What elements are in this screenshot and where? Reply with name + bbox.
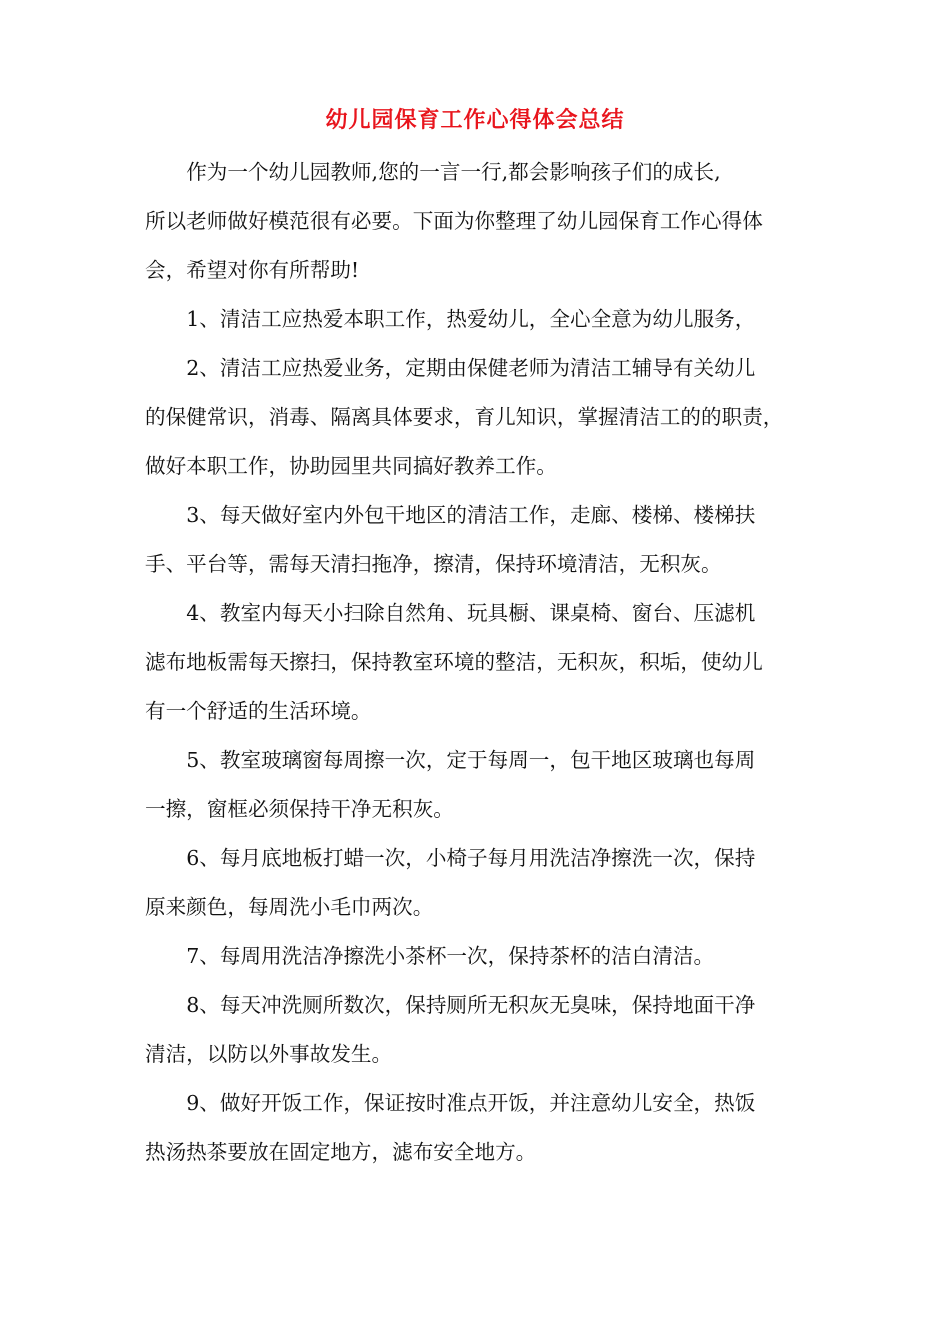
paragraph-item-3 xyxy=(145,491,817,589)
paragraph-item-7 xyxy=(145,932,817,981)
document-body xyxy=(145,148,817,1177)
paragraph-intro xyxy=(145,148,817,295)
paragraph-line: 清洁，以防以外事故发生。 xyxy=(145,1042,393,1066)
paragraph-line: 热汤热茶要放在固定地方，滤布安全地方。 xyxy=(145,1140,537,1164)
paragraph-line: 9、做好开饭工作，保证按时准点开饭，并注意幼儿安全，热饭 xyxy=(186,1091,756,1115)
paragraph-line: 滤布地板需每天擦扫，保持教室环境的整洁，无积灰，积垢，使幼儿 xyxy=(145,650,763,674)
paragraph-line: 有一个舒适的生活环境。 xyxy=(145,699,372,723)
paragraph-line: 原来颜色，每周洗小毛巾两次。 xyxy=(145,895,434,919)
paragraph-line: 所以老师做好模范很有必要。下面为你整理了幼儿园保育工作心得体 xyxy=(145,209,763,233)
paragraph-line: 5、教室玻璃窗每周擦一次，定于每周一，包干地区玻璃也每周 xyxy=(186,748,756,772)
paragraph-line: 做好本职工作，协助园里共同搞好教养工作。 xyxy=(145,454,557,478)
document-title: 幼儿园保育工作心得体会总结 xyxy=(325,107,625,133)
paragraph-line: 4、教室内每天小扫除自然角、玩具橱、课桌椅、窗台、压滤机 xyxy=(186,601,756,625)
paragraph-line: 7、每周用洗洁净擦洗小茶杯一次，保持茶杯的洁白清洁。 xyxy=(186,944,715,968)
paragraph-line: 会，希望对你有所帮助! xyxy=(145,258,360,282)
paragraph-line: 6、每月底地板打蜡一次，小椅子每月用洗洁净擦洗一次，保持 xyxy=(186,846,756,870)
paragraph-item-8 xyxy=(145,981,817,1079)
paragraph-line: 的保健常识，消毒、隔离具体要求，育儿知识，掌握清洁工的的职责， xyxy=(145,405,784,429)
paragraph-line: 2、清洁工应热爱业务，定期由保健老师为清洁工辅导有关幼儿 xyxy=(186,356,756,380)
paragraph-line: 8、每天冲洗厕所数次，保持厕所无积灰无臭味，保持地面干净 xyxy=(186,993,756,1017)
paragraph-item-2 xyxy=(145,344,817,491)
paragraph-line: 一擦，窗框必须保持干净无积灰。 xyxy=(145,797,454,821)
paragraph-line: 手、平台等，需每天清扫拖净，擦清，保持环境清洁，无积灰。 xyxy=(145,552,722,576)
paragraph-item-1 xyxy=(145,295,817,344)
paragraph-item-6 xyxy=(145,834,817,932)
paragraph-item-4 xyxy=(145,589,817,736)
paragraph-item-5 xyxy=(145,736,817,834)
paragraph-line: 3、每天做好室内外包干地区的清洁工作，走廊、楼梯、楼梯扶 xyxy=(186,503,756,527)
paragraph-line: 作为一个幼儿园教师,您的一言一行,都会影响孩子们的成长, xyxy=(186,160,721,184)
paragraph-line: 1、清洁工应热爱本职工作，热爱幼儿，全心全意为幼儿服务， xyxy=(186,307,756,331)
paragraph-item-9 xyxy=(145,1079,817,1177)
